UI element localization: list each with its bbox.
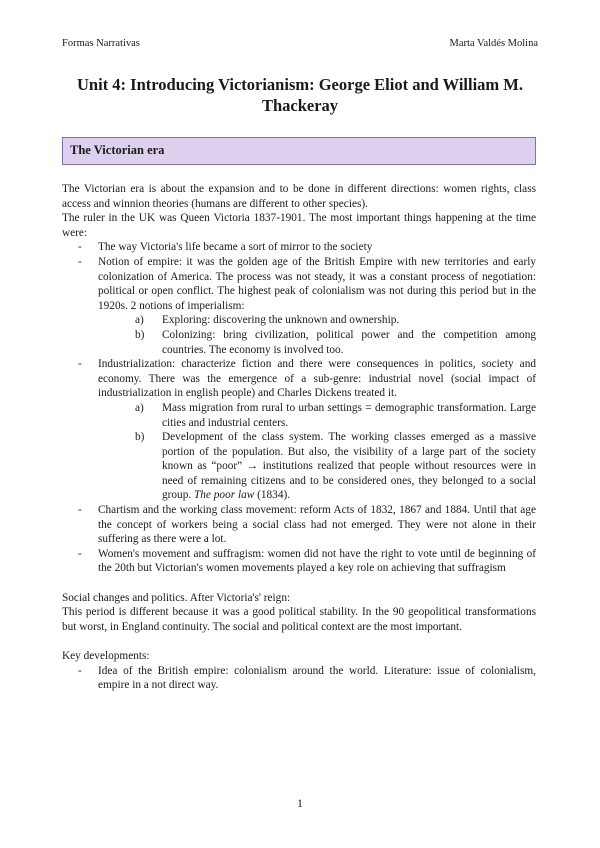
social-heading: Social changes and politics. After Victoria's' reign:	[62, 591, 291, 604]
key-list	[62, 664, 536, 693]
intro-paragraph-1: The Victorian era is about the expansion and to be done in different directions: women rights, class access and winnion theories (humans are different to other species).	[62, 183, 536, 210]
sub-list-marker: a)	[135, 401, 144, 414]
list-item-text: Industrialization: characterize fiction and there were consequences in politics, society and economy. There was the emergence of a sub-genre: industrial novel (social impact of industrialization in english people) and Charles Dickens treated it.	[98, 358, 536, 400]
main-list	[62, 240, 536, 576]
section-heading-box	[62, 137, 536, 165]
sub-list	[98, 313, 536, 357]
page-number: 1	[297, 796, 303, 810]
sub-list-text: Development of the class system. The working classes emerged as a massive portion of the population. But also, the visibility of a large part of the society known as “poor” → institutions realized that people without resources were in need of remaining citizens and to be considered ones, they belonged to a social group.	[162, 431, 536, 502]
sub-list-item	[135, 328, 536, 357]
header-course: Formas Narrativas	[62, 38, 140, 49]
social-paragraph: This period is different because it was a good political stability. In the 90 geopolitical transformations but worst, in England continuity. The social and political context are the most important.	[62, 606, 536, 633]
list-item-text: Idea of the British empire: colonialism around the world. Literature: issue of colonialism, empire in a not direct way.	[98, 664, 536, 692]
paragraph-gap	[62, 634, 536, 649]
page-header	[62, 38, 538, 49]
list-item-text: Women's movement and suffragism: women did not have the right to vote until de beginning of the 20th but Victorian's women movements played a key role on achieving that suffragism	[98, 547, 536, 575]
list-item-text: Chartism and the working class movement: reform Acts of 1832, 1867 and 1884. Until that age the concept of workers being a social class had not emerged. They were not alone in their suffering as there were a lot.	[98, 504, 536, 546]
list-item	[62, 357, 536, 503]
document-body	[62, 182, 536, 693]
sub-list	[98, 401, 536, 503]
sub-list-text: Exploring: discovering the unknown and ownership.	[162, 314, 400, 327]
sub-list-marker: b)	[135, 328, 145, 341]
list-item	[62, 547, 536, 576]
sub-list-item	[135, 313, 536, 328]
sub-list-text-end: (1834).	[254, 489, 291, 502]
sub-list-item	[135, 430, 536, 503]
list-item-text: The way Victoria's life became a sort of mirror to the society	[98, 241, 373, 254]
sub-list-text: Mass migration from rural to urban settings = demographic transformation. Large cities and industrial centers.	[162, 401, 536, 429]
sub-list-text: Colonizing: bring civilization, political power and the competition among countries. The economy is involved too.	[162, 328, 536, 356]
list-item	[62, 664, 536, 693]
sub-list-marker: b)	[135, 431, 145, 444]
poor-law-title: The poor law	[194, 489, 255, 502]
paragraph-gap	[62, 576, 536, 591]
intro-paragraph-2: The ruler in the UK was Queen Victoria 1837-1901. The most important things happening at the time were:	[62, 212, 536, 239]
list-item	[62, 255, 536, 357]
section-heading: The Victorian era	[70, 143, 165, 157]
document-title: Unit 4: Introducing Victorianism: George Eliot and William M. Thackeray	[77, 75, 523, 115]
key-heading: Key developments:	[62, 650, 150, 662]
list-item	[62, 240, 536, 255]
list-item-text: Notion of empire: it was the golden age of the British Empire with new territories and early colonization of America. The process was not steady, it was a constant process of negotiation: political or open conflict. The highest peak of colonialism was not during this period but in the 1920s. 2 notions of imperialism:	[98, 255, 536, 312]
sub-list-item	[135, 401, 536, 430]
list-item	[62, 503, 536, 547]
sub-list-marker: a)	[135, 314, 144, 327]
header-author: Marta Valdés Molina	[449, 38, 538, 49]
